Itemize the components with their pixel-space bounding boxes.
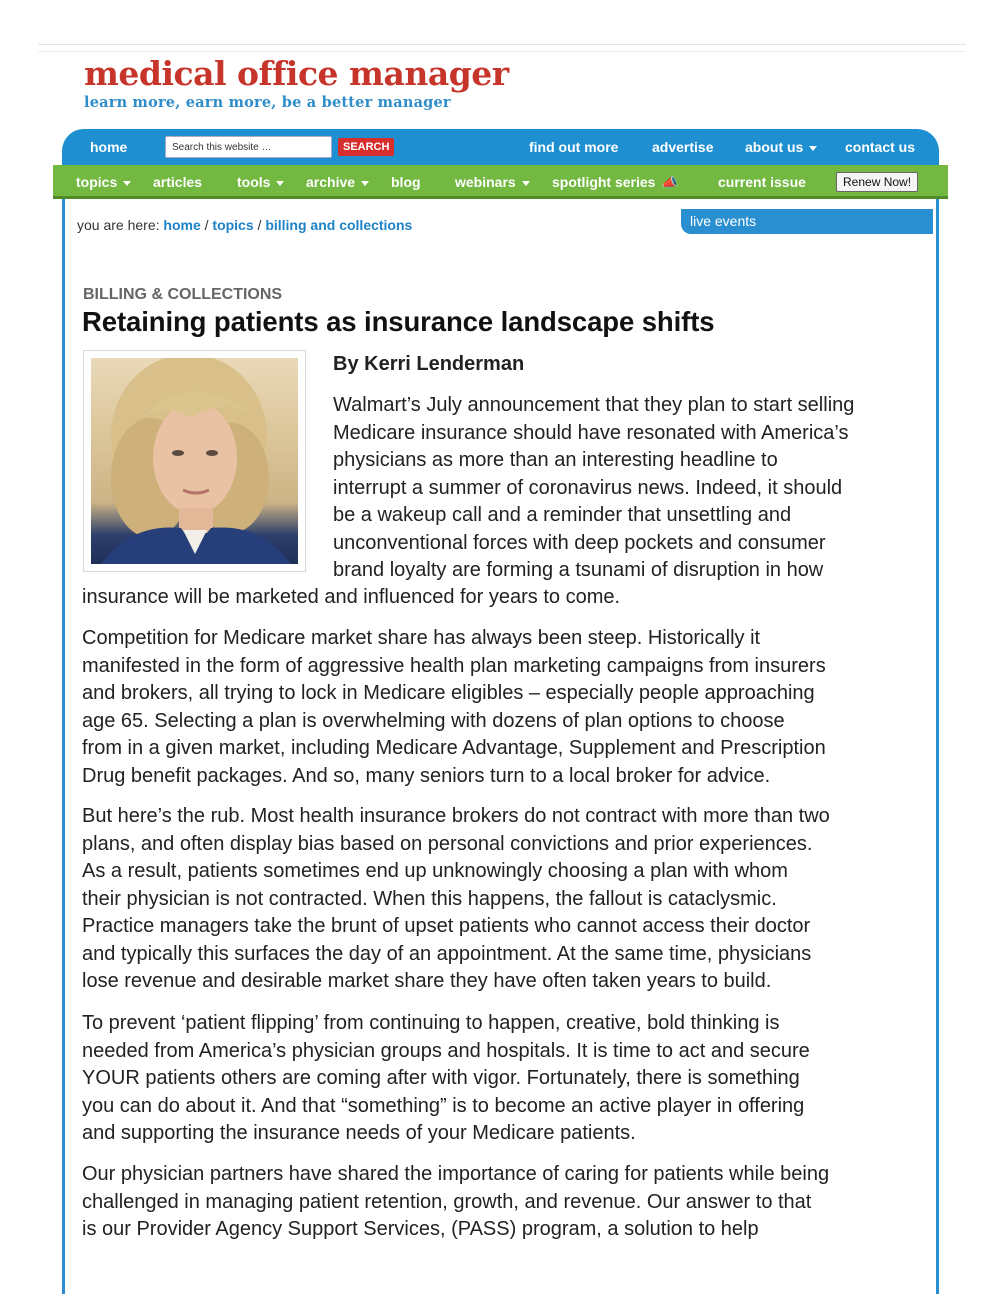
text-line: interrupt a summer of coronavirus news. Indeed, it should xyxy=(333,476,843,499)
text-line: plans, and often display bias based on personal convictions and prior experiences. xyxy=(82,832,813,855)
breadcrumb xyxy=(77,217,412,233)
nav-contact-us[interactable]: contact us xyxy=(845,139,916,155)
text-line: unconventional forces with deep pockets and consumer xyxy=(333,531,826,554)
article-headline: Retaining patients as insurance landscape shifts xyxy=(82,306,715,337)
chevron-down-icon xyxy=(276,181,284,186)
text-line: Our physician partners have shared the importance of caring for patients while being xyxy=(82,1163,830,1185)
nav-archive-label: archive xyxy=(306,174,356,190)
text-line: and brokers, all trying to lock in Medicare eligibles – especially people approaching xyxy=(82,682,815,704)
text-line: Competition for Medicare market share has always been steep. Historically it xyxy=(82,627,761,649)
intro-paragraph xyxy=(333,392,854,585)
search-input[interactable]: Search this website … xyxy=(165,136,332,158)
paragraph-3 xyxy=(82,803,830,996)
secondary-nav xyxy=(53,165,948,199)
intro-paragraph-end xyxy=(82,584,620,612)
logo-title: medical office manager xyxy=(84,54,509,93)
paragraph-4 xyxy=(82,1010,810,1148)
nav-advertise[interactable]: advertise xyxy=(652,139,714,155)
text-line: As a result, patients sometimes end up unknowingly choosing a plan with whom xyxy=(82,860,788,882)
text-line: their physician is not contracted. When this happens, the fallout is cataclysmic. xyxy=(82,887,777,910)
text-line: and supporting the insurance needs of your Medicare patients. xyxy=(82,1122,636,1144)
paragraph-2 xyxy=(82,625,826,790)
breadcrumb-current[interactable]: billing and collections xyxy=(265,217,413,233)
nav-home[interactable]: home xyxy=(90,139,128,155)
article-category: BILLING & COLLECTIONS xyxy=(83,286,283,303)
text-line: To prevent ‘patient flipping’ from continuing to happen, creative, bold thinking is xyxy=(82,1012,780,1034)
text-line: Practice managers take the brunt of upset patients who cannot access their doctor xyxy=(82,915,811,937)
nav-topics[interactable] xyxy=(76,174,131,190)
nav-spotlight-label: spotlight series xyxy=(552,174,656,190)
text-line: physicians as more than an interesting headline to xyxy=(333,449,778,471)
nav-tools[interactable] xyxy=(237,174,284,190)
portrait-illustration xyxy=(91,358,298,564)
breadcrumb-prefix: you are here: xyxy=(77,217,160,233)
text-line: needed from America’s physician groups and hospitals. It is time to act and secure xyxy=(82,1039,810,1062)
nav-blog[interactable]: blog xyxy=(391,174,421,190)
article-byline: By Kerri Lenderman xyxy=(333,353,525,375)
nav-archive[interactable] xyxy=(306,174,369,190)
text-line: manifested in the form of aggressive health plan marketing campaigns from insurers xyxy=(82,654,826,677)
paragraph-5 xyxy=(82,1161,829,1244)
nav-webinars-label: webinars xyxy=(455,174,516,190)
text-line: Medicare insurance should have resonated with America’s xyxy=(333,421,849,444)
text-line: challenged in managing patient retention, growth, and revenue. Our answer to that xyxy=(82,1190,812,1213)
author-photo xyxy=(83,350,306,572)
chevron-down-icon xyxy=(809,146,817,151)
nav-tools-label: tools xyxy=(237,174,271,190)
text-line: from in a given market, including Medicare Advantage, Supplement and Prescription xyxy=(82,737,826,759)
logo-tagline: learn more, earn more, be a better manager xyxy=(84,94,451,111)
text-line: YOUR patients others are coming after with vigor. Fortunately, there is something xyxy=(82,1067,800,1089)
text-line: Drug benefit packages. And so, many seniors turn to a local broker for advice. xyxy=(82,764,771,787)
breadcrumb-separator: / xyxy=(204,217,209,233)
nav-spotlight-series[interactable] xyxy=(552,174,678,191)
breadcrumb-topics[interactable]: topics xyxy=(212,217,254,233)
text-line: age 65. Selecting a plan is overwhelming with dozens of plan options to choose xyxy=(82,709,785,732)
breadcrumb-separator: / xyxy=(257,217,262,233)
nav-topics-label: topics xyxy=(76,174,118,190)
top-divider xyxy=(38,44,966,52)
chevron-down-icon xyxy=(361,181,369,186)
nav-about-us-label: about us xyxy=(745,139,804,155)
renew-now-button[interactable]: Renew Now! xyxy=(836,172,918,192)
breadcrumb-home[interactable]: home xyxy=(163,217,201,233)
live-events-tab[interactable]: live events xyxy=(681,209,933,234)
text-line: and typically this surfaces the day of an appointment. At the same time, physicians xyxy=(82,942,812,965)
nav-articles[interactable]: articles xyxy=(153,174,203,190)
nav-about-us[interactable] xyxy=(745,139,817,155)
text-line: be a wakeup call and a reminder that unsettling and xyxy=(333,504,792,526)
nav-find-out-more[interactable]: find out more xyxy=(529,139,619,155)
text-line: insurance will be marketed and influenced for years to come. xyxy=(82,586,621,608)
text-line: Walmart’s July announcement that they plan to start selling xyxy=(333,394,855,416)
text-line: you can do about it. And that “something” is to become an active player in offering xyxy=(82,1094,805,1117)
chevron-down-icon xyxy=(123,181,131,186)
text-line: is our Provider Agency Support Services, (PASS) program, a solution to help xyxy=(82,1218,759,1240)
text-line: lose revenue and desirable market share they have often taken years to build. xyxy=(82,970,772,992)
primary-nav xyxy=(62,129,939,165)
chevron-down-icon xyxy=(522,181,530,186)
nav-webinars[interactable] xyxy=(455,174,530,190)
megaphone-icon: 📣 xyxy=(661,175,678,191)
text-line: But here’s the rub. Most health insurance brokers do not contract with more than two xyxy=(82,805,830,827)
author-portrait xyxy=(91,358,298,564)
text-line: brand loyalty are forming a tsunami of disruption in how xyxy=(333,559,824,581)
nav-current-issue[interactable]: current issue xyxy=(718,174,806,190)
search-button[interactable]: SEARCH xyxy=(338,138,394,156)
site-logo[interactable] xyxy=(84,56,509,112)
